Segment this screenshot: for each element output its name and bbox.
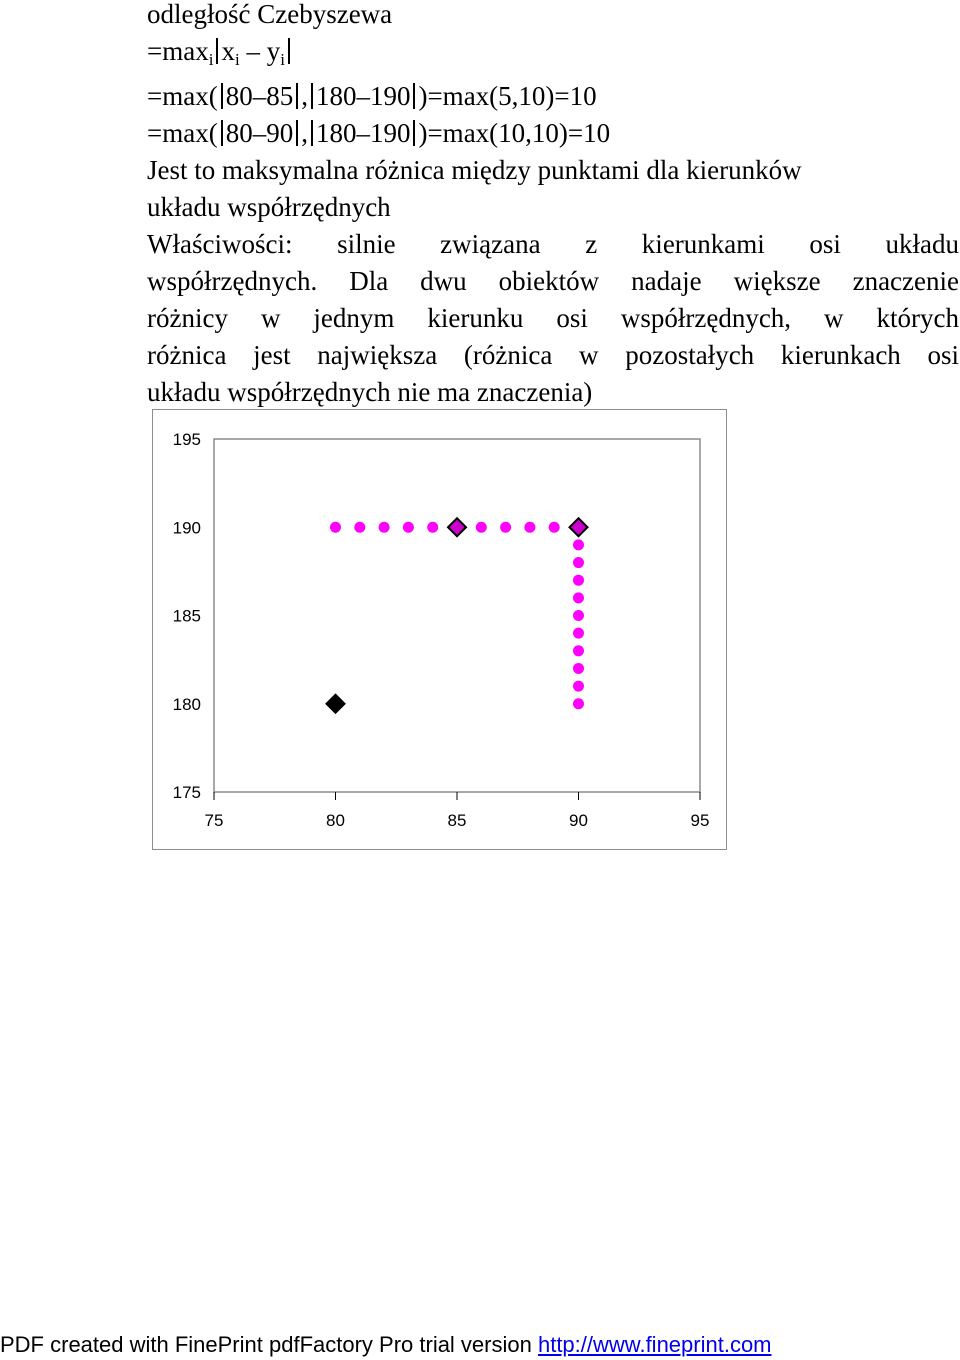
y-tick-label: 175 — [172, 783, 201, 802]
eq2-a: 80–90 — [225, 118, 294, 148]
eq1-b: 180–190 — [315, 81, 411, 111]
eq2-close: )=max(10,10)=10 — [418, 118, 611, 148]
formula-sub-i: i — [208, 50, 214, 69]
y-tick-label: 190 — [172, 518, 201, 538]
data-point-circle — [500, 522, 511, 533]
y-tick-label: 180 — [172, 694, 201, 714]
data-point-circle — [573, 681, 584, 692]
data-point-circle — [330, 522, 341, 533]
data-point-circle — [379, 522, 390, 533]
x-tick-label: 90 — [569, 811, 588, 830]
eq1-a: 80–85 — [225, 81, 294, 111]
data-point-circle — [427, 522, 438, 533]
plot-area — [214, 439, 700, 792]
x-tick-label: 85 — [447, 811, 467, 830]
data-point-diamond — [570, 518, 588, 536]
eq1-open: =max( — [147, 81, 218, 111]
data-point-diamond — [327, 695, 345, 713]
data-point-diamond — [448, 518, 466, 536]
properties-line-5: układu współrzędnych nie ma znaczenia) — [147, 377, 593, 407]
eq1-sep: , — [301, 81, 308, 111]
properties-line-3: różnicy w jednym kierunku osi współrzędnych, w których — [147, 303, 959, 333]
data-point-circle — [573, 592, 584, 603]
y-tick-label: 185 — [172, 606, 201, 626]
eq1-close: )=max(5,10)=10 — [418, 81, 597, 111]
data-point-circle — [476, 522, 487, 533]
properties-line-1: Właściwości: silnie związana z kierunkami osi układu — [147, 229, 959, 259]
footer-link[interactable]: http://www.fineprint.com — [537, 1332, 772, 1357]
eq2-b: 180–190 — [315, 118, 411, 148]
formula-sub-xi: i — [234, 50, 240, 69]
eq2-open: =max( — [147, 118, 218, 148]
formula-x: x — [221, 36, 235, 66]
x-tick-label: 95 — [690, 811, 710, 830]
data-point-circle — [573, 610, 584, 621]
x-tick-label: 75 — [204, 811, 224, 830]
data-point-circle — [573, 698, 584, 709]
data-point-circle — [573, 645, 584, 656]
footer — [0, 1331, 772, 1359]
data-point-circle — [573, 663, 584, 674]
heading: odległość Czebyszewa — [147, 0, 393, 29]
y-tick-label: 195 — [172, 430, 201, 449]
footer-text: PDF created with FinePrint pdfFactory Pro trial version — [0, 1332, 538, 1357]
description-line-1: Jest to maksymalna różnica między punktami dla kierunków — [147, 155, 802, 185]
formula-minus-y: – y — [239, 36, 281, 66]
data-point-circle — [524, 522, 535, 533]
eq2-sep: , — [301, 118, 308, 148]
data-point-circle — [573, 628, 584, 639]
x-tick-label: 80 — [326, 811, 345, 830]
data-point-circle — [354, 522, 365, 533]
data-point-circle — [573, 575, 584, 586]
formula-sub-yi: i — [280, 50, 285, 69]
data-point-circle — [549, 522, 560, 533]
data-point-circle — [573, 539, 584, 550]
formula-prefix: =max — [147, 36, 209, 66]
data-point-circle — [573, 557, 584, 568]
description-line-2: układu współrzędnych — [147, 192, 391, 222]
data-point-circle — [403, 522, 414, 533]
properties-line-4: różnica jest największa (różnica w pozostałych kierunkach osi — [147, 340, 959, 370]
properties-line-2: współrzędnych. Dla dwu obiektów nadaje większe znaczenie — [147, 266, 959, 296]
